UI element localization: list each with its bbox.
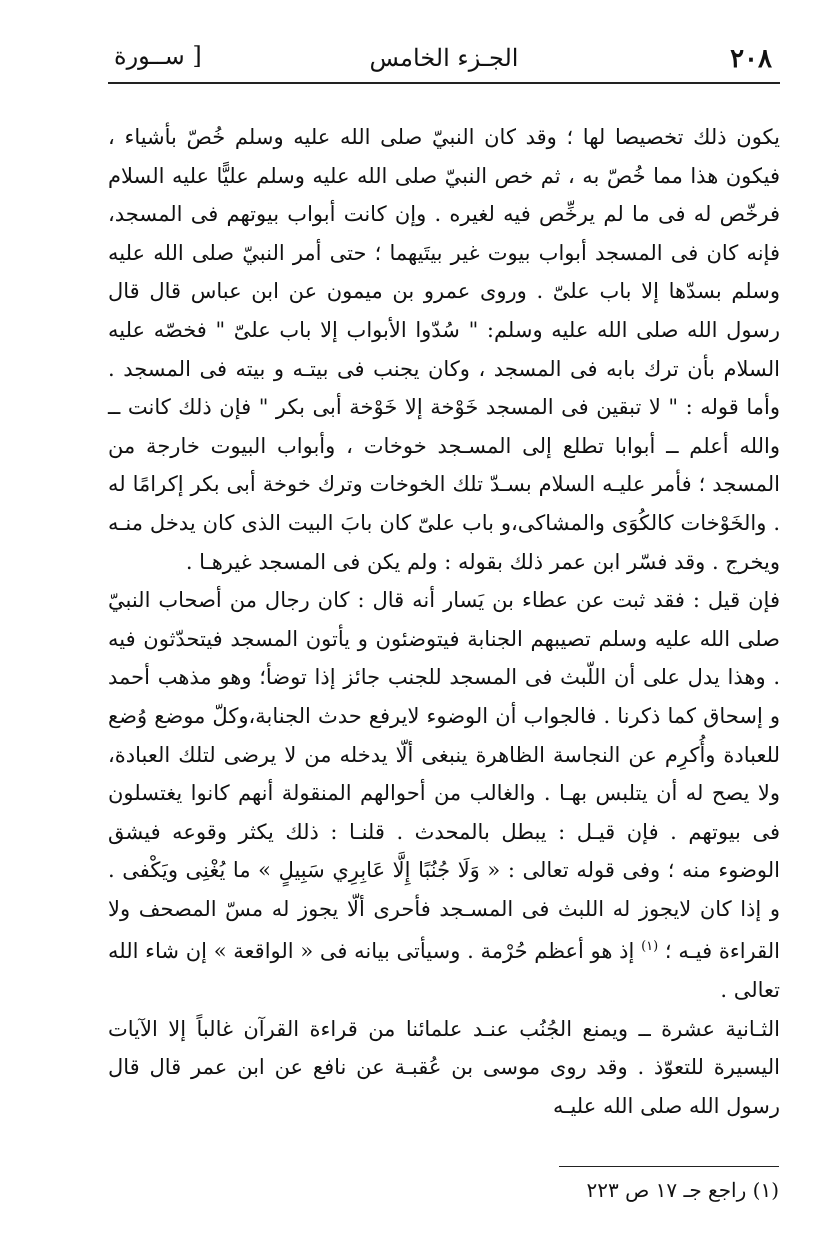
page-number: ٢٠٨ [730, 44, 772, 74]
surah-label: [ ســورة [114, 42, 202, 70]
footnote: (١) راجع جـ ١٧ ص ٢٢٣ [586, 1178, 779, 1202]
paragraph-3: الثـانية عشرة ــ ويمنع الجُنُب عنـد علمائنا من قراءة القرآن غالباً إلا الآيات اليسيرة للتعوّذ . وقد روى موسى بن عُقبـة عن نافع عن ابن عمر قال قال رسول الله صلى الله عليـه [108, 1016, 780, 1118]
page-header [108, 36, 780, 84]
footnote-reference: (١) [641, 939, 659, 955]
running-title: الجـزء الخامس [369, 44, 519, 72]
paragraph-2: فإن قيل : فقد ثبت عن عطاء بن يَسار أنه قال : كان رجال من أصحاب النبيّ صلى الله عليه وسلم تصيبهم الجنابة فيتوضئون و يأتون المسجد فيتحدّثون فيه . وهذا يدل على أن اللّبث فى المسجد للجنب جائز إذا توضأ؛ وهو مذهب أحمد و إسحاق كما ذكرنا . فالجواب أن الوضوء لايرفع حدث الجنابة،وكلّ موضع وُضع للعبادة وأُكرِم عن النجاسة الظاهرة ينبغى ألّا يدخله من لا يرضى لتلك العبادة، ولا يصح له أن يتلبس بهـا . والغالب من أحوالهم المنقولة أنهم كانوا يغتسلون فى بيوتهم . فإن قيـل : يبطل بالمحدث . قلنـا : ذلك يكثر وقوعه فيشق الوضوء منه ؛ وفى قوله تعالى : « وَلَا جُنُبًا إِلَّا عَابِرِي سَبِيلٍ » ما يُغْنِى ويَكْفى . و إذا كان لايجوز له اللبث فى المسـجد فأحرى ألّا يجوز له مسّ المصحف ولا القراءة فيـه ؛ $^{(١)}$ إذ هو أعظم حُرْمة . وسيأتى بيانه فى « الواقعة » إن شاء الله تعالى . [108, 588, 780, 1003]
footnote-divider [559, 1166, 779, 1167]
body-text [108, 118, 780, 1125]
paragraph-1: يكون ذلك تخصيصا لها ؛ وقد كان النبيّ صلى الله عليه وسلم خُصّ بأشياء ، فيكون هذا مما خُصّ به ، ثم خص النبيّ صلى الله عليه وسلم عليًّا عليه السلام فرخّص له فى ما لم يرخِّص فيه لغيره . وإن كانت أبواب بيوتهم فى المسجد، فإنه كان فى المسجد أبواب بيوت غير بيتَيهما ؛ حتى أمر النبيّ صلى الله عليه وسلم بسدّها إلا باب علىّ . وروى عمرو بن ميمون عن ابن عباس قال قال رسول الله صلى الله عليه وسلم: " سُدّوا الأبواب إلا باب علىّ " فخصّه عليه السلام بأن ترك بابه فى المسجد ، وكان يجنب فى بيتـه و بيته فى المسجد . وأما قوله : " لا تبقين فى المسجد خَوْخة إلا خَوْخة أبى بكر " فإن ذلك كانت ــ والله أعلم ــ أبوابا تطلع إلى المسـجد خوخات ، وأبواب البيوت خارجة من المسجد ؛ فأمر عليـه السلام بسـدّ تلك الخوخات وترك خوخة أبى بكر إكرامًا له . والخَوْخات كالكُوَى والمشاكى،و باب علىّ كان بابَ البيت الذى كان يدخل منـه ويخرج . وقد فسّر ابن عمر ذلك بقوله : ولم يكن فى المسجد غيرهـا . [108, 125, 780, 574]
